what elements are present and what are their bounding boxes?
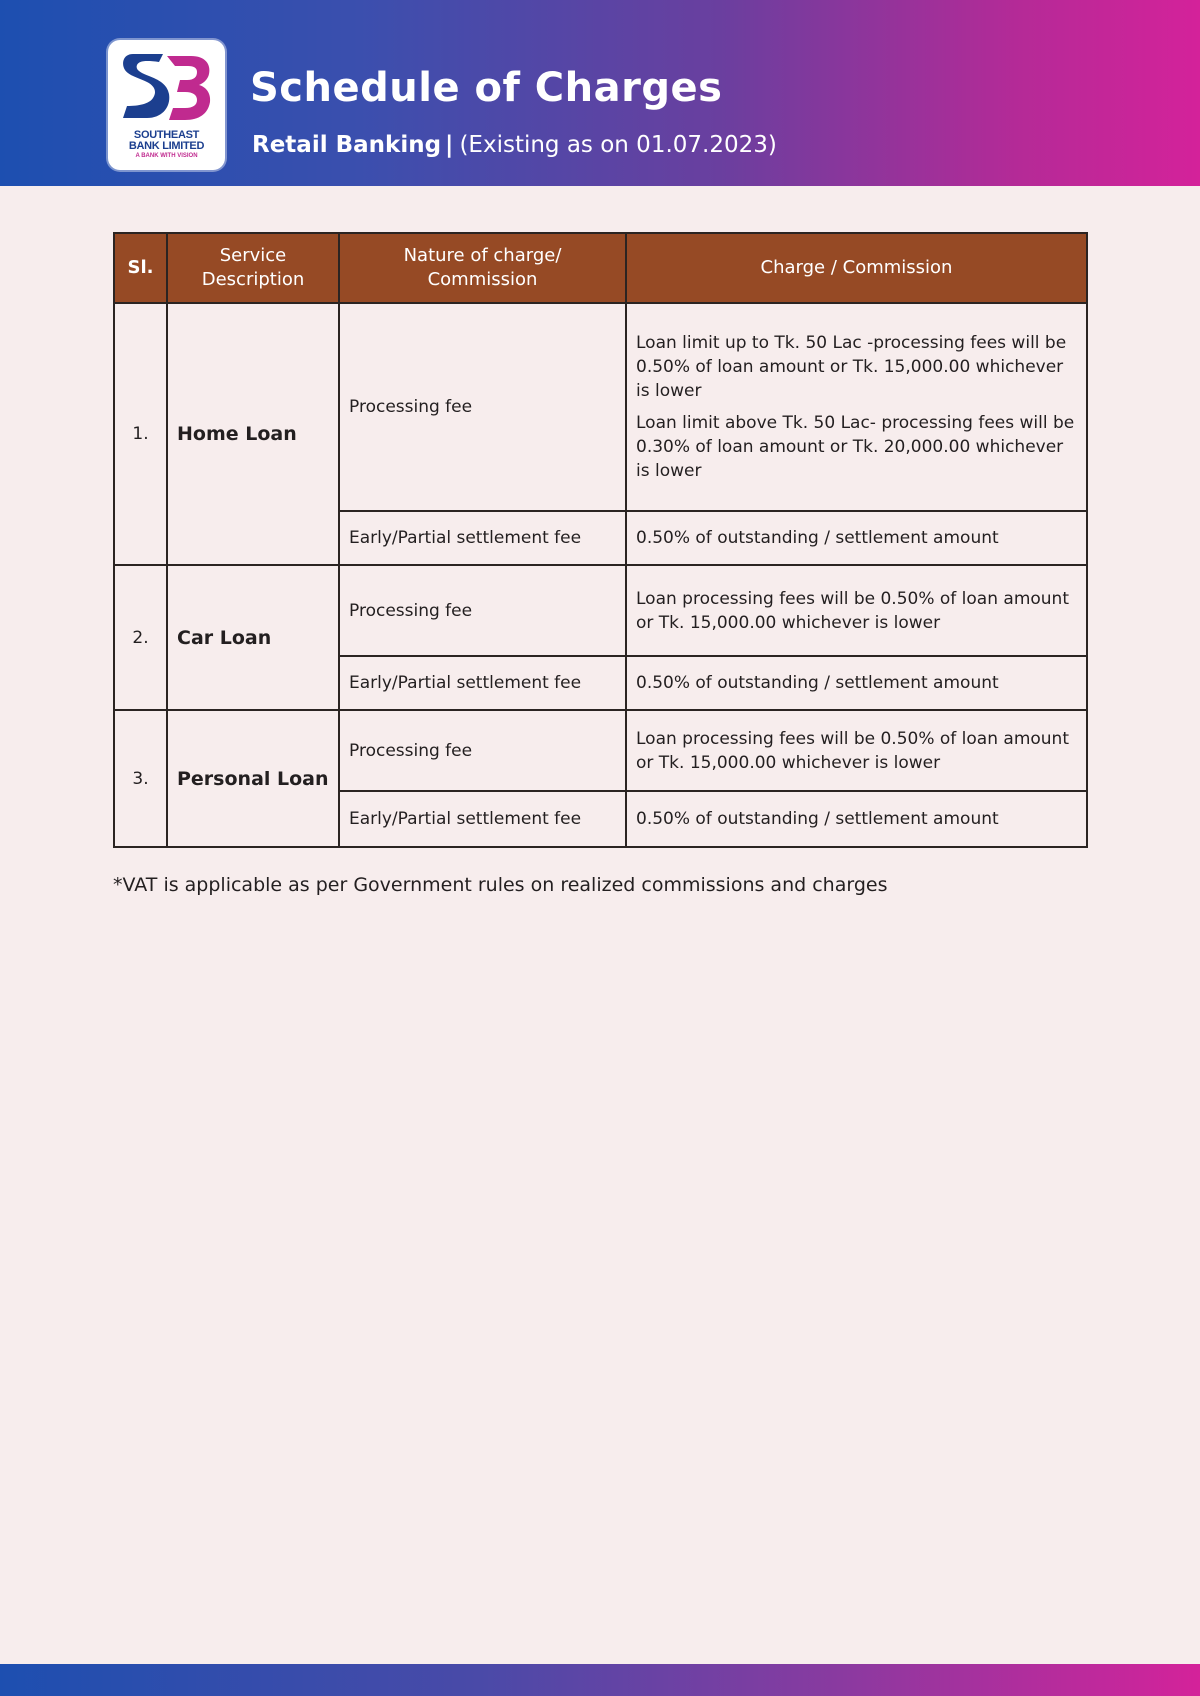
row-service: Home Loan — [167, 303, 339, 565]
column-header-charge: Charge / Commission — [626, 233, 1087, 303]
bank-logo-mark-icon — [117, 48, 217, 130]
bank-logo — [108, 40, 225, 170]
logo-name-line1: SOUTHEAST — [133, 129, 200, 141]
row-nature: Processing fee — [339, 710, 626, 791]
logo-tagline: A BANK WITH VISION — [135, 153, 198, 159]
column-header-service-line1: Service — [219, 245, 287, 266]
row-nature: Early/Partial settlement fee — [339, 511, 626, 565]
row-nature: Early/Partial settlement fee — [339, 791, 626, 847]
row-service: Car Loan — [167, 565, 339, 710]
row-nature: Early/Partial settlement fee — [339, 656, 626, 710]
subtitle-separator: | — [445, 132, 454, 158]
subtitle-effective-date: (Existing as on 01.07.2023) — [459, 132, 777, 158]
row-charge: Loan processing fees will be 0.50% of loan amount or Tk. 15,000.00 whichever is lower — [626, 565, 1087, 656]
charges-table — [113, 232, 1088, 848]
row-service: Personal Loan — [167, 710, 339, 847]
table-header-row — [114, 233, 1087, 303]
row-charge — [626, 303, 1087, 511]
row-serial: 2. — [114, 565, 167, 710]
charge-text: Loan limit up to Tk. 50 Lac -processing fees will be 0.50% of loan amount or Tk. 15,000.00 whichever is lower — [636, 333, 1067, 401]
vat-footnote: *VAT is applicable as per Government rules on realized commissions and charges — [113, 874, 888, 896]
row-serial: 1. — [114, 303, 167, 565]
table-row — [114, 565, 1087, 656]
row-nature: Processing fee — [339, 565, 626, 656]
column-header-sl: Sl. — [114, 233, 167, 303]
charge-text: Loan limit above Tk. 50 Lac- processing fees will be 0.30% of loan amount or Tk. 20,000.00 whichever is lower — [636, 413, 1075, 481]
row-charge: Loan processing fees will be 0.50% of loan amount or Tk. 15,000.00 whichever is lower — [626, 710, 1087, 791]
logo-name-line2: BANK LIMITED — [128, 140, 205, 152]
row-charge: 0.50% of outstanding / settlement amount — [626, 656, 1087, 710]
column-header-nature — [339, 233, 626, 303]
column-header-nature-line1: Nature of charge/ — [403, 245, 562, 266]
row-nature: Processing fee — [339, 303, 626, 511]
page-subtitle — [252, 130, 777, 160]
column-header-nature-line2: Commission — [427, 269, 538, 290]
page-title: Schedule of Charges — [250, 65, 723, 111]
page-footer-band — [0, 1664, 1200, 1696]
column-header-service — [167, 233, 339, 303]
table-row — [114, 303, 1087, 511]
page-header-banner — [0, 0, 1200, 186]
column-header-service-line2: Description — [201, 269, 305, 290]
row-serial: 3. — [114, 710, 167, 847]
subtitle-department: Retail Banking — [252, 132, 442, 158]
row-charge: 0.50% of outstanding / settlement amount — [626, 511, 1087, 565]
table-row — [114, 710, 1087, 791]
row-charge: 0.50% of outstanding / settlement amount — [626, 791, 1087, 847]
